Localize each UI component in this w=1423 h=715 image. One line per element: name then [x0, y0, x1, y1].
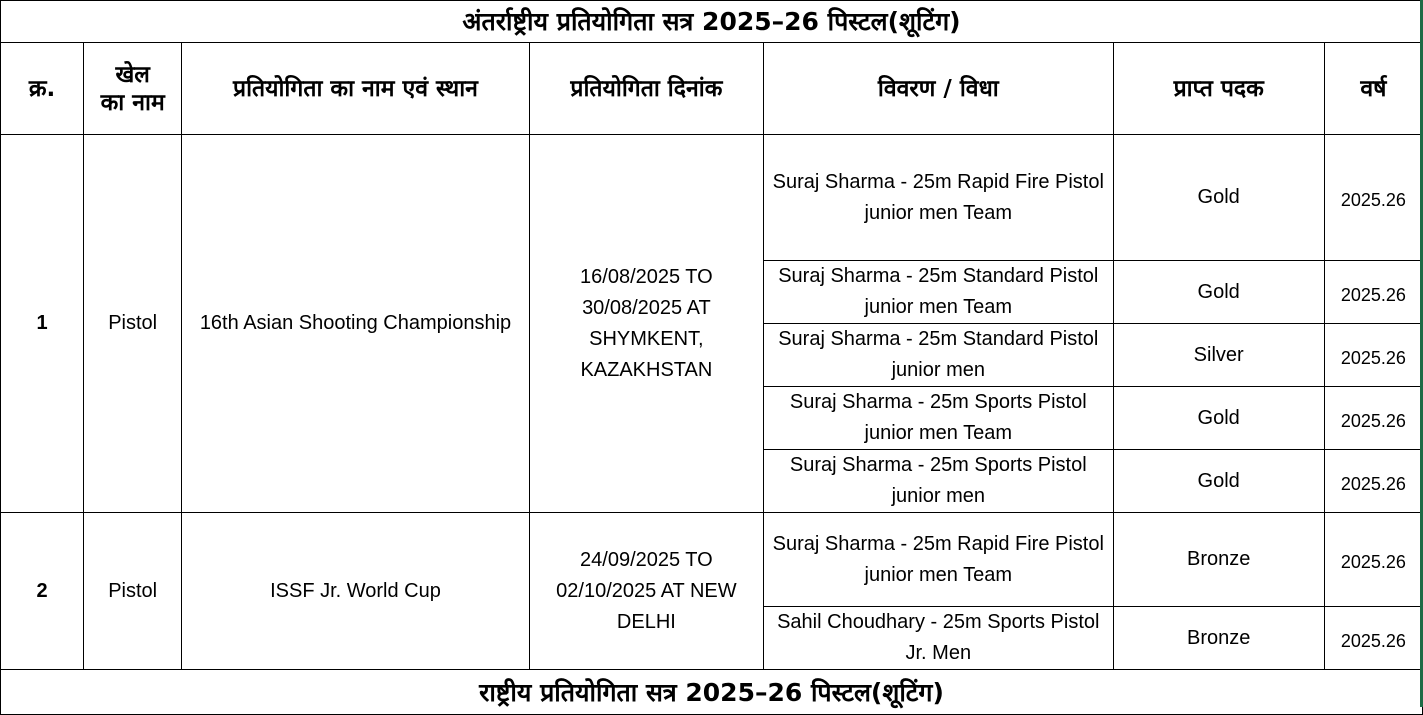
medal-cell: Gold: [1113, 450, 1324, 513]
game-cell: Pistol: [84, 135, 182, 513]
header-medal: प्राप्त पदक: [1113, 43, 1324, 135]
header-year: वर्ष: [1324, 43, 1422, 135]
competition-cell: ISSF Jr. World Cup: [182, 513, 529, 670]
header-date: प्रतियोगिता दिनांक: [529, 43, 763, 135]
section-title: अंतर्राष्ट्रीय प्रतियोगिता सत्र 2025–26 पिस्टल(शूटिंग): [1, 1, 1423, 43]
detail-cell: Suraj Sharma - 25m Sports Pistol junior men Team: [764, 387, 1113, 450]
header-competition: प्रतियोगिता का नाम एवं स्थान: [182, 43, 529, 135]
year-cell: 2025.26: [1324, 607, 1422, 670]
medal-cell: Gold: [1113, 135, 1324, 261]
detail-cell: Suraj Sharma - 25m Sports Pistol junior men: [764, 450, 1113, 513]
header-row: [1, 43, 1423, 135]
year-cell: 2025.26: [1324, 324, 1422, 387]
header-details: विवरण / विधा: [764, 43, 1113, 135]
table-row: [1, 513, 1423, 607]
medal-cell: Bronze: [1113, 607, 1324, 670]
year-cell: 2025.26: [1324, 387, 1422, 450]
medal-cell: Silver: [1113, 324, 1324, 387]
medal-cell: Gold: [1113, 261, 1324, 324]
detail-cell: Sahil Choudhary - 25m Sports Pistol Jr. Men: [764, 607, 1113, 670]
medal-cell: Bronze: [1113, 513, 1324, 607]
detail-cell: Suraj Sharma - 25m Rapid Fire Pistol junior men Team: [764, 135, 1113, 261]
competition-cell: 16th Asian Shooting Championship: [182, 135, 529, 513]
header-game-line1: खेल: [115, 61, 150, 88]
header-sr: क्र.: [1, 43, 84, 135]
year-cell: 2025.26: [1324, 450, 1422, 513]
date-cell: 24/09/2025 TO 02/10/2025 AT NEW DELHI: [529, 513, 763, 670]
detail-cell: Suraj Sharma - 25m Rapid Fire Pistol junior men Team: [764, 513, 1113, 607]
year-cell: 2025.26: [1324, 135, 1422, 261]
game-cell: Pistol: [84, 513, 182, 670]
footer-section-title: राष्ट्रीय प्रतियोगिता सत्र 2025–26 पिस्टल(शूटिंग): [1, 670, 1423, 715]
detail-cell: Suraj Sharma - 25m Standard Pistol junior men: [764, 324, 1113, 387]
medal-cell: Gold: [1113, 387, 1324, 450]
header-game-line2: का नाम: [100, 89, 165, 116]
detail-cell: Suraj Sharma - 25m Standard Pistol junior men Team: [764, 261, 1113, 324]
sr-cell: 2: [1, 513, 84, 670]
year-cell: 2025.26: [1324, 513, 1422, 607]
date-cell: 16/08/2025 TO 30/08/2025 AT SHYMKENT, KAZAKHSTAN: [529, 135, 763, 513]
table-row: [1, 135, 1423, 261]
year-cell: 2025.26: [1324, 261, 1422, 324]
header-game: [84, 43, 182, 135]
sr-cell: 1: [1, 135, 84, 513]
